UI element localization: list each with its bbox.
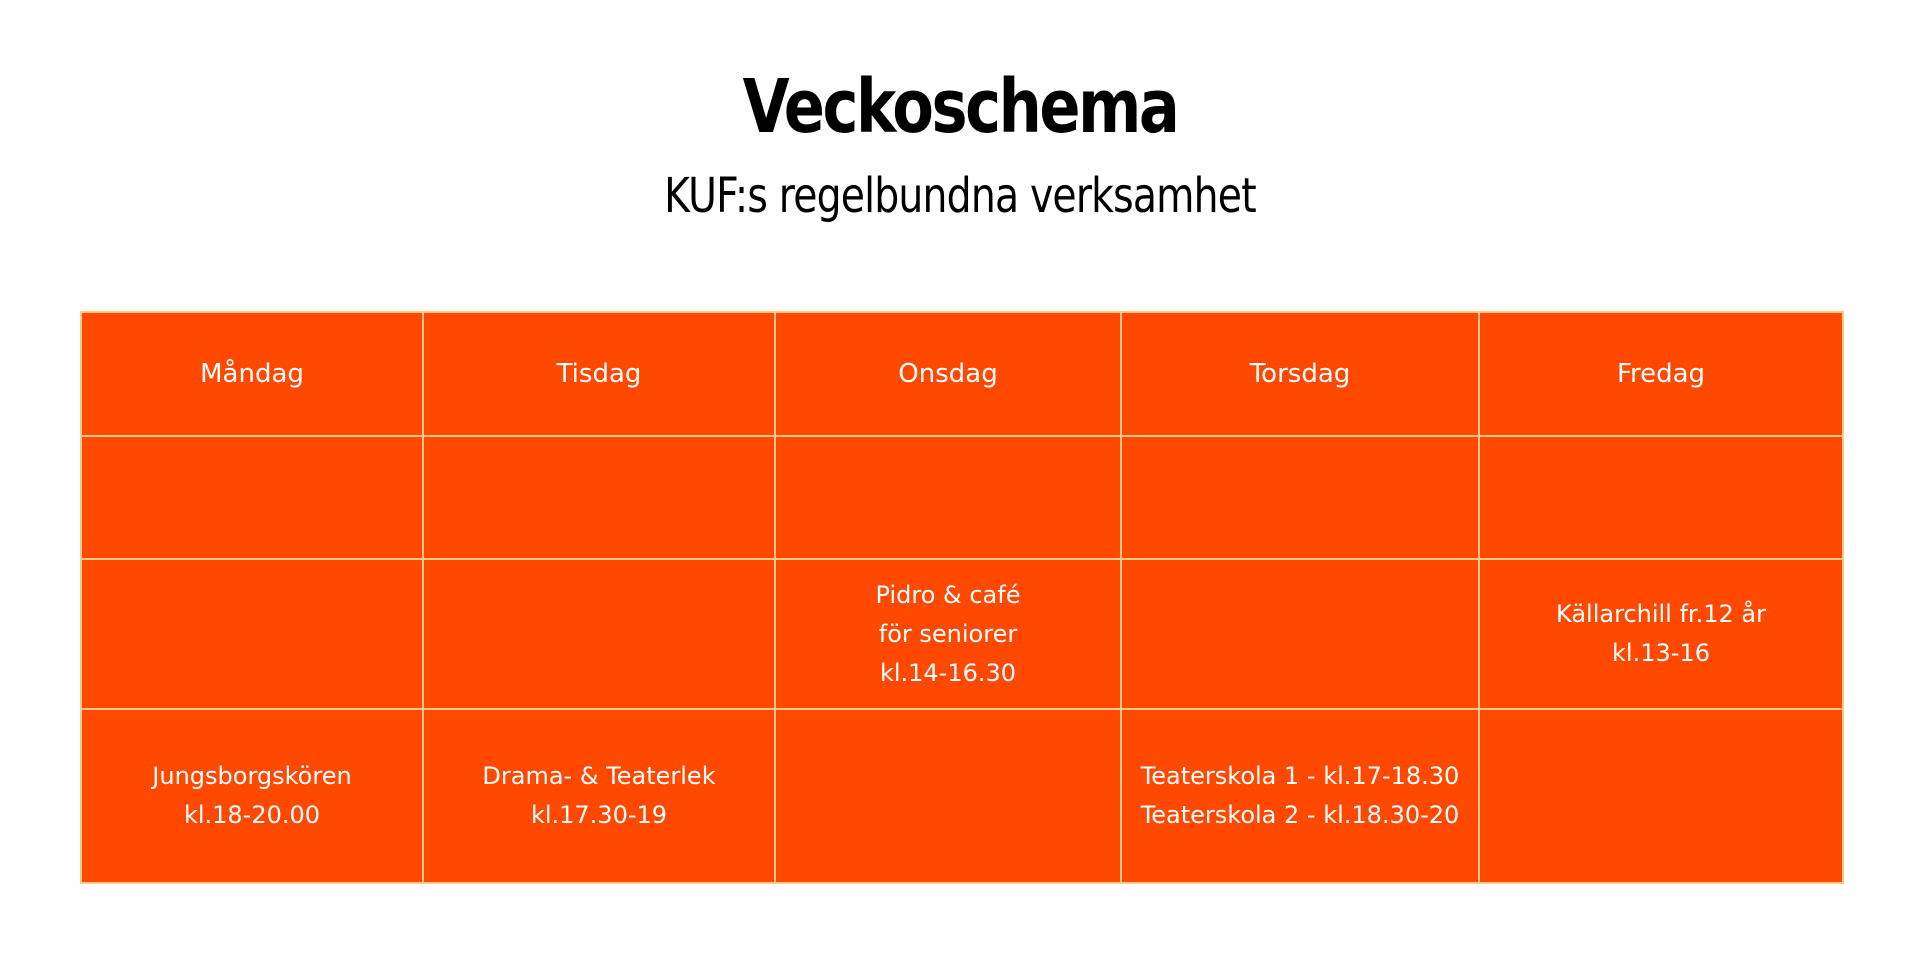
schedule-cell-monday-choir <box>81 709 423 883</box>
schedule-cell <box>81 436 423 559</box>
schedule-cell <box>775 709 1121 883</box>
schedule-cell <box>423 559 775 709</box>
activity-line: Teaterskola 2 - kl.18.30-20 <box>1140 801 1460 829</box>
activity-name: Pidro & café <box>875 580 1021 609</box>
schedule-cell <box>1121 559 1479 709</box>
activity-time: kl.13-16 <box>1612 639 1710 667</box>
day-header-monday: Måndag <box>81 312 423 436</box>
schedule-row <box>81 436 1843 559</box>
day-header-wednesday: Onsdag <box>775 312 1121 436</box>
schedule-cell-tuesday-drama <box>423 709 775 883</box>
activity-name: Drama- & Teaterlek <box>482 762 716 790</box>
page-title: Veckoschema <box>742 64 1178 150</box>
activity-line: Teaterskola 1 - kl.17-18.30 <box>1140 762 1460 790</box>
schedule-cell-friday-kallarchill <box>1479 559 1843 709</box>
page-subtitle: KUF:s regelbundna verksamhet <box>664 168 1256 224</box>
day-header-friday: Fredag <box>1479 312 1843 436</box>
activity-name: Källarchill fr.12 år <box>1556 600 1766 628</box>
schedule-cell-thursday-teaterskola <box>1121 709 1479 883</box>
activity-name: Jungsborgskören <box>152 762 352 790</box>
weekly-schedule-table <box>80 311 1844 884</box>
schedule-row <box>81 559 1843 709</box>
schedule-cell <box>423 436 775 559</box>
activity-audience: för seniorer <box>878 619 1018 648</box>
activity-time: kl.14-16.30 <box>879 658 1017 687</box>
day-header-tuesday: Tisdag <box>423 312 775 436</box>
activity-time: kl.17.30-19 <box>530 801 668 829</box>
activity-time: kl.18-20.00 <box>183 801 321 829</box>
day-header-thursday: Torsdag <box>1121 312 1479 436</box>
schedule-header-row <box>81 312 1843 436</box>
schedule-cell <box>1479 709 1843 883</box>
schedule-cell-wednesday-pidro <box>775 559 1121 709</box>
schedule-cell <box>81 559 423 709</box>
schedule-cell <box>775 436 1121 559</box>
schedule-row <box>81 709 1843 883</box>
schedule-cell <box>1479 436 1843 559</box>
schedule-cell <box>1121 436 1479 559</box>
